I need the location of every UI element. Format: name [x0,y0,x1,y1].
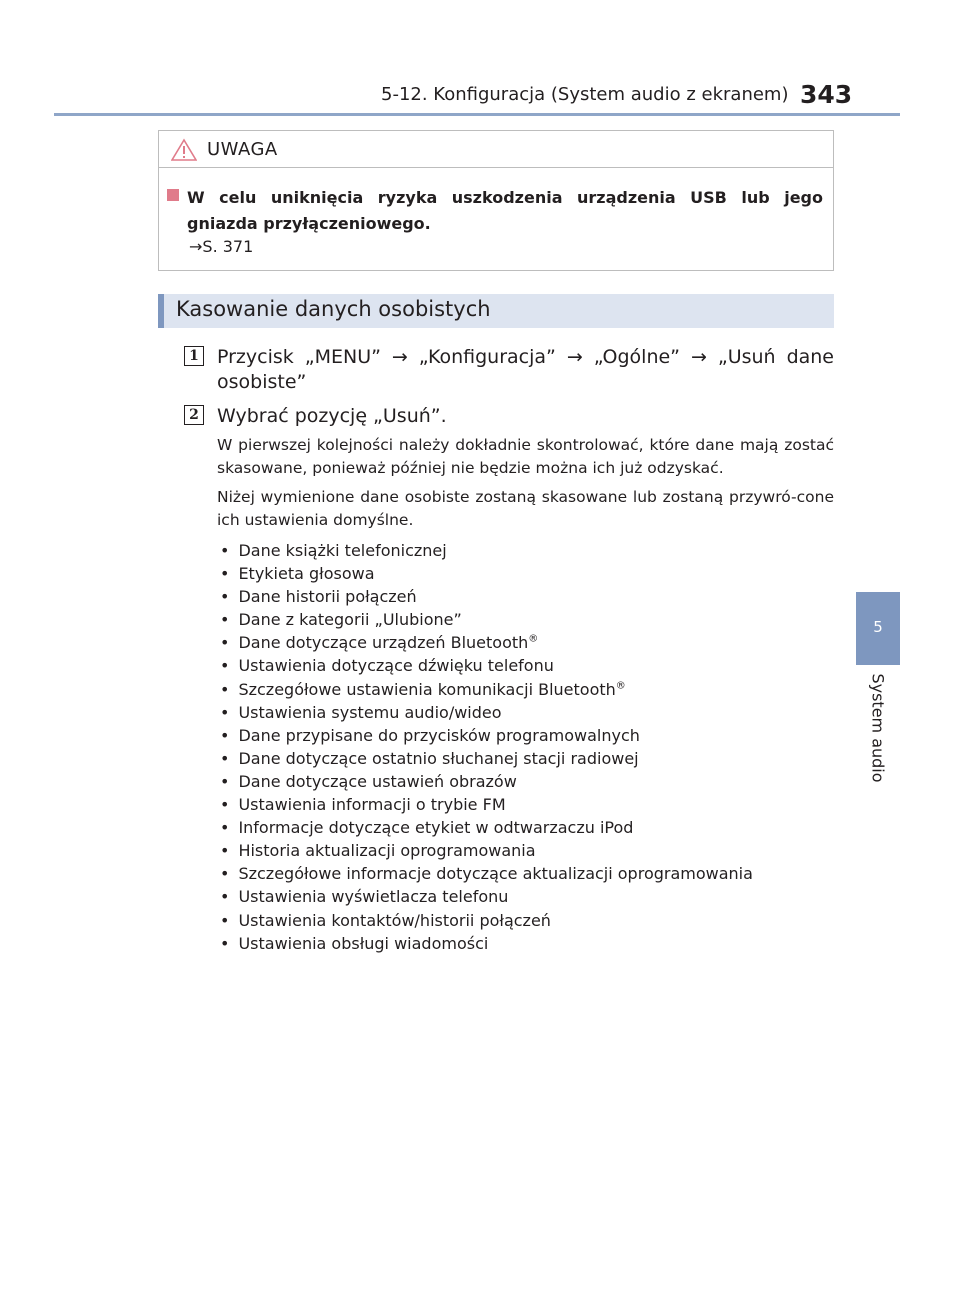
list-item: • Ustawienia informacji o trybie FM [217,793,837,816]
caution-header [159,131,833,168]
chapter-label: System audio [868,673,888,783]
list-item: • Dane dotyczące urządzeń Bluetooth® [217,631,837,654]
list-item: • Informacje dotyczące etykiet w odtwarzaczu iPod [217,816,837,839]
chapter-tab [856,592,900,665]
list-item: • Szczegółowe informacje dotyczące aktualizacji oprogramowania [217,862,837,885]
list-item: • Dane z kategorii „Ulubione” [217,608,837,631]
step-1-text: Przycisk „MENU” → „Konfiguracja” → „Ogólne” → „Usuń dane osobiste” [217,346,834,393]
list-item: • Dane książki telefonicznej [217,539,837,562]
registered-mark: ® [528,634,539,646]
list-item: • Dane historii połączeń [217,585,837,608]
caution-item [167,185,823,237]
warning-paragraph: W pierwszej kolejności należy dokładnie skontrolować, które dane mają zostać skasowane, ponieważ później nie będzie można ich już odzyskać. [217,436,834,477]
list-item: • Dane dotyczące ostatnio słuchanej stacji radiowej [217,747,837,770]
header-divider [54,113,900,116]
square-bullet-icon [167,189,179,201]
section-heading-bar [158,294,834,328]
caution-title: UWAGA [207,139,278,160]
caution-text: W celu uniknięcia ryzyka uszkodzenia urządzenia USB lub jego gniazda przyłączeniowego. [187,188,823,233]
list-item: • Ustawienia systemu audio/wideo [217,701,837,724]
step-2-number: 2 [184,405,204,425]
chapter-number: 5 [873,618,883,636]
registered-mark: ® [615,680,626,692]
list-item: • Ustawienia wyświetlacza telefonu [217,885,837,908]
list-item: • Ustawienia kontaktów/historii połączeń [217,909,837,932]
page-number: 343 [800,80,853,109]
caution-page-reference: →S. 371 [189,237,254,256]
caution-box [158,130,834,271]
info-paragraph: Niżej wymienione dane osobiste zostaną skasowane lub zostaną przywró-cone ich ustawienia domyślne. [217,488,834,529]
section-title: Kasowanie danych osobistych [176,297,491,321]
list-item: • Dane przypisane do przycisków programowalnych [217,724,837,747]
warning-triangle-icon [171,138,197,166]
list-item: • Ustawienia dotyczące dźwięku telefonu [217,654,837,677]
list-item: • Historia aktualizacji oprogramowania [217,839,837,862]
step-2-text: Wybrać pozycję „Usuń”. [217,405,447,427]
personal-data-list [217,539,837,955]
list-item: • Ustawienia obsługi wiadomości [217,932,837,955]
step-1-number: 1 [184,346,204,366]
list-item: • Szczegółowe ustawienia komunikacji Bluetooth® [217,678,837,701]
list-item: • Etykieta głosowa [217,562,837,585]
running-header-title: 5-12. Konfiguracja (System audio z ekranem) [381,84,789,105]
list-item: • Dane dotyczące ustawień obrazów [217,770,837,793]
